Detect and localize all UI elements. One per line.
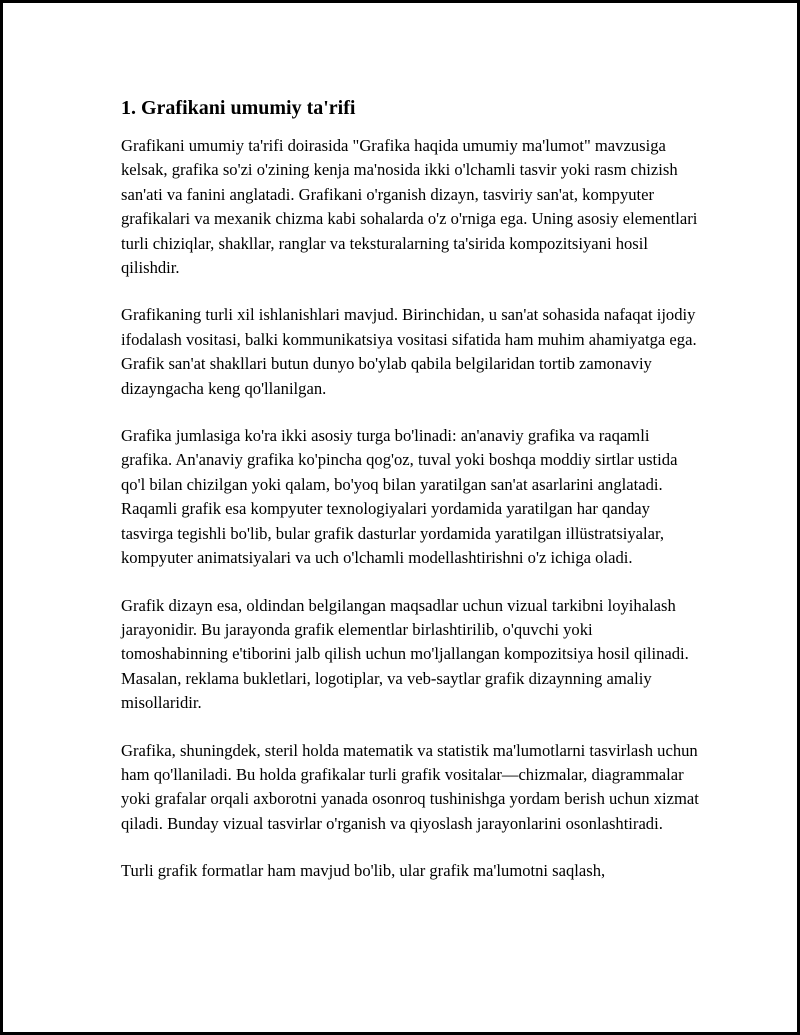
paragraph-4: Grafik dizayn esa, oldindan belgilangan maqsadlar uchun vizual tarkibni loyihalash jarayonidir. Bu jarayonda grafik elementlar birlashtirilib, o'quvchi yoki tomoshabinning e'tiborini jalb qilish uchun mo'ljallangan kompozitsiya hosil qilinadi. Masalan, reklama bukletlari, logotiplar, va veb-saytlar grafik dizaynning amaliy misollaridir. bbox=[121, 595, 689, 713]
paragraph-3: Grafika jumlasiga ko'ra ikki asosiy turga bo'linadi: an'anaviy grafika va raqamli grafika. An'anaviy grafika ko'pincha qog'oz, tuval yoki boshqa moddiy sirtlar ustida qo'l bilan chizilgan yoki qalam, bo'yoq bilan yaratilgan san'at asarlarini anglatadi. Raqamli grafik esa kompyuter texnologiyalari yordamida yaratilgan har qanday tasvirga tegishli bo'lib, bular grafik dasturlar yordamida yaratilgan illüstratsiyalar, kompyuter animatsiyalari va uch o'lchamli modellashtirishni o'z ichiga oladi. bbox=[121, 426, 678, 568]
paragraph-5: Grafika, shuningdek, steril holda matematik va statistik ma'lumotlarni tasvirlash uchun ham qo'llaniladi. Bu holda grafikalar turli grafik vositalar—chizmalar, diagrammalar yoki grafalar orqali axborotni yanada osonroq tushinishga yordam berish uchun xizmat qiladi. Bunday vizual tasvirlar o'rganish va qiyoslash jarayonlarini osonlashtiradi. bbox=[121, 740, 699, 833]
paragraph-1: Grafikani umumiy ta'rifi doirasida "Grafika haqida umumiy ma'lumot" mavzusiga kelsak, grafika so'zi o'zining kenja ma'nosida ikki o'lchamli tasvir yoki rasm chizish san'ati va fanini anglatadi. Grafikani o'rganish dizayn, tasviriy san'at, kompyuter grafikalari va mexanik chizma kabi sohalarda o'z o'rniga ega. Uning asosiy elementlari turli chiziqlar, shakllar, ranglar va teksturalarning ta'sirida kompozitsiyani hosil qilishdir. bbox=[121, 136, 698, 278]
section-heading: 1. Grafikani umumiy ta'rifi bbox=[121, 97, 356, 119]
paragraph-6: Turli grafik formatlar ham mavjud bo'lib, ular grafik ma'lumotni saqlash, bbox=[121, 861, 606, 881]
paragraph-2: Grafikaning turli xil ishlanishlari mavjud. Birinchidan, u san'at sohasida nafaqat ijodiy ifodalash vositasi, balki kommunikatsiya vositasi sifatida ham muhim ahamiyatga ega. Grafik san'at shakllari butun dunyo bo'ylab qabila belgilaridan tortib zamonaviy dizayngacha keng qo'llanilgan. bbox=[121, 305, 697, 398]
document-body bbox=[121, 94, 701, 884]
